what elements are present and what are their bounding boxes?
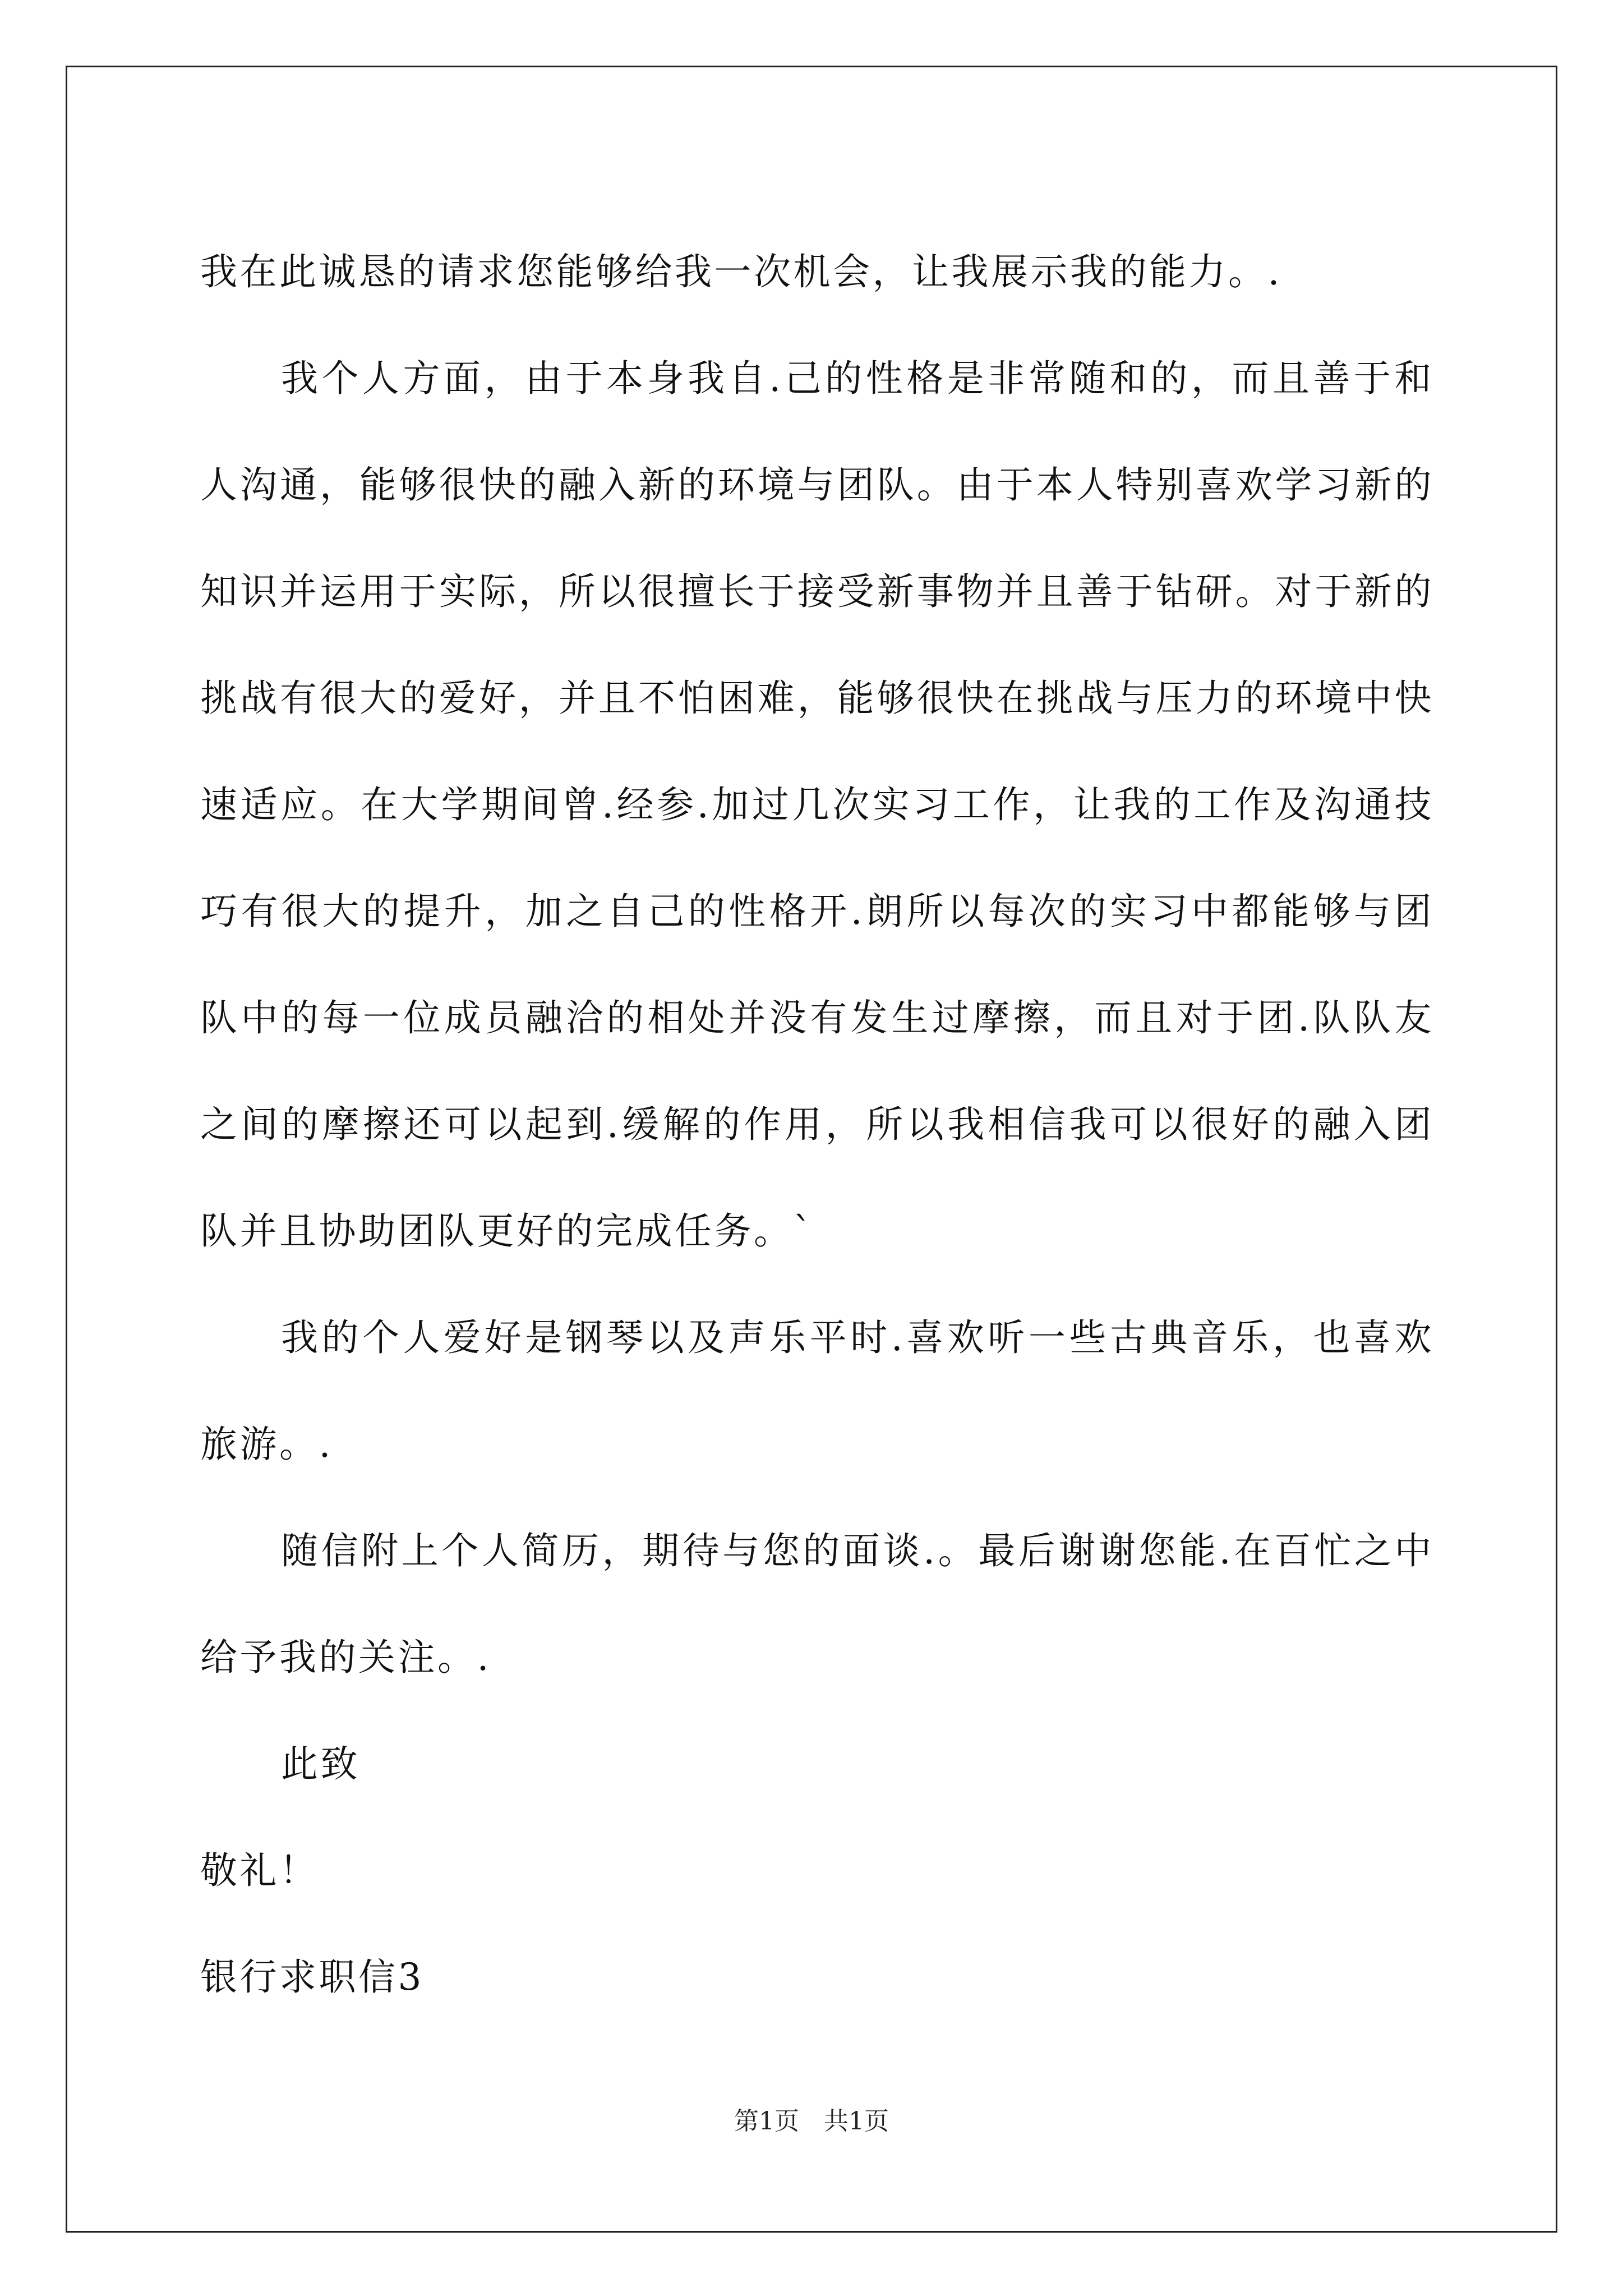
salutation-cizhi: 此致 [281, 1742, 360, 1786]
paragraph-request: 我在此诚恳的请求您能够给我一次机会，让我展示我的能力。. [200, 250, 1282, 293]
paragraph-personal-traits: 我个人方面，由于本身我自.己的性格是非常随和的，而且善于和人沟通，能够很快的融入新的环境与团队。由于本人特别喜欢学习新的知识并运用于实际，所以很擅长于接受新事物并且善于钻研。对于新的挑战有很大的爱好，并且不怕困难，能够很快在挑战与压力的环境中快速适应。在大学期间曾.经参.加过几次实习工作，让我的工作及沟通技巧有很大的提升，加之自己的性格开.朗所以每次的实习中都能够与团队中的每一位成员融洽的相处并没有发生过摩擦，而且对于团.队队友之间的摩擦还可以起到.缓解的作用，所以我相信我可以很好的融入团队并且协助团队更好的完成任务。` [200, 357, 1434, 1253]
page-number-footer: 第1页 共1页 [734, 2107, 889, 2136]
letter-body [200, 219, 1434, 2031]
paragraph-hobbies: 我的个人爱好是钢琴以及声乐平时.喜欢听一些古典音乐，也喜欢旅游。. [200, 1316, 1434, 1466]
section-heading: 银行求职信3 [200, 1955, 424, 1999]
salutation-jingli: 敬礼！ [200, 1849, 319, 1892]
paragraph-closing: 随信附上个人简历，期待与您的面谈.。最后谢谢您能.在百忙之中给予我的关注。. [200, 1529, 1434, 1679]
